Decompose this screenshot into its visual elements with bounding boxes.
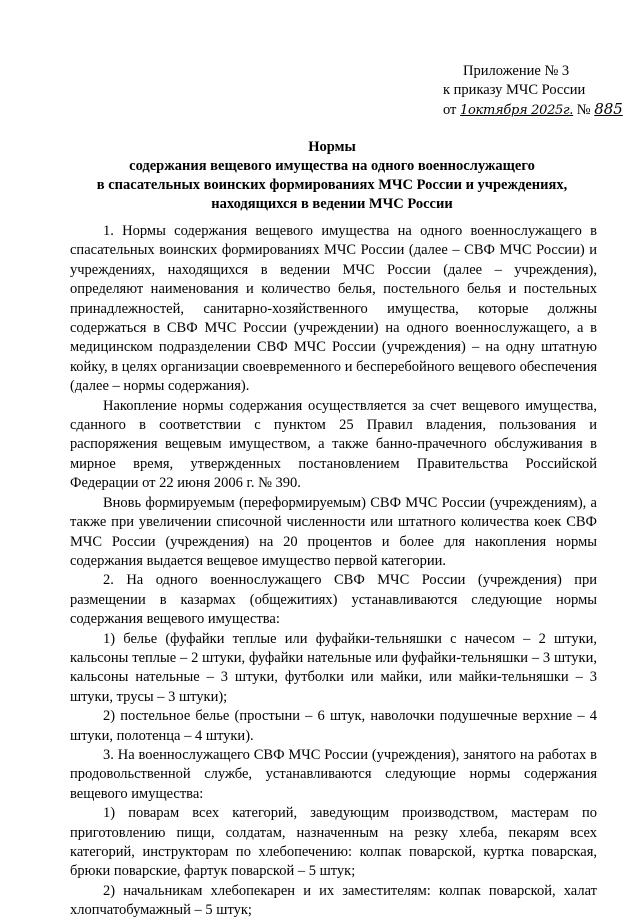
paragraph-2: Накопление нормы содержания осуществляется за счет вещевого имущества, сданного в соответствии с пунктом 25 Правил владения, пользования и распоряжения вещевым имуществом, а также банно-прачечного обслуживания в мирное время, утвержденных постановлением Правительства Российской Федерации от 22 июня 2006 г. № 390. (70, 397, 597, 492)
number-sign: № (576, 102, 591, 118)
paragraph-4: 2. На одного военнослужащего СВФ МЧС России (учреждения) при размещении в казармах (общежитиях) устанавливаются следующие нормы содержания вещевого имущества: (70, 572, 597, 628)
title-line-2: содержания вещевого имущества на одного военнослужащего (129, 158, 535, 174)
paragraph-3: Вновь формируемым (переформируемым) СВФ МЧС России (учреждениям), а также при увеличении списочной численности или штатного количества коек СВФ МЧС России (учреждения) на 20 процентов и более для накопления нормы содержания выдается вещевое имущество первой категории. (70, 494, 597, 569)
title-line-4: находящихся в ведении МЧС России (211, 196, 453, 212)
paragraph-1: 1. Нормы содержания вещевого имущества на одного военнослужащего в спасательных воинских формированиях МЧС России (далее – СВФ МЧС России) и учреждениях, находящихся в ведении МЧС России (далее – учреждения), определяют наименования и количество белья, постельного белья и постельных принадлежностей, санитарно-хозяйственного имущества, которые должны содержаться в СВФ МЧС России (учреждении) на одного военнослужащего, а в медицинском подразделении СВФ МЧС России (учреждения) – на одну штатную койку, в целях организации своевременного и бесперебойного вещевого обеспечения (далее – нормы содержания). (70, 223, 597, 395)
title-line-3: в спасательных воинских формированиях МЧС России и учреждениях, (96, 177, 568, 193)
title-line-1: Нормы (308, 139, 356, 155)
order-date-line (420, 100, 623, 120)
paragraph-5: 1) белье (фуфайки теплые или фуфайки-тельняшки с начесом – 2 штуки, кальсоны теплые – 2 штуки, фуфайки нательные или фуфайки-тельняшки – 3 штуки, кальсоны нательные – 3 штуки, футболки или майки, или майки-тельняшки – 3 штуки, трусы – 3 штуки); (70, 630, 597, 705)
appendix-number: Приложение № 3 (463, 63, 570, 79)
paragraph-8: 1) поварам всех категорий, заведующим производством, мастерам по приготовлению пищи, солдатам, назначенным на резку хлеба, пекарям всех категорий, инструкторам по хлебопечению: колпак поварской, куртка поварская, брюки поварские, фартук поварской – 5 штук; (70, 805, 597, 880)
document-title (60, 138, 604, 214)
handwritten-date: 1октября 2025г. (460, 103, 574, 118)
paragraph-6: 2) постельное белье (простыни – 6 штук, наволочки подушечные верхние – 4 штуки, полотенца – 4 штуки). (70, 708, 597, 744)
date-prefix: от (443, 102, 457, 118)
paragraph-7: 3. На военнослужащего СВФ МЧС России (учреждения), занятого на работах в продовольственной службе, устанавливаются следующие нормы содержания вещевого имущества: (70, 746, 597, 802)
document-body (70, 222, 597, 921)
appendix-header (420, 62, 623, 120)
paragraph-9: 2) начальникам хлебопекарен и их заместителям: колпак поварской, халат хлопчатобумажный – 5 штук; (70, 882, 597, 919)
handwritten-order-number: 885 (594, 100, 623, 118)
order-reference: к приказу МЧС России (443, 82, 586, 98)
